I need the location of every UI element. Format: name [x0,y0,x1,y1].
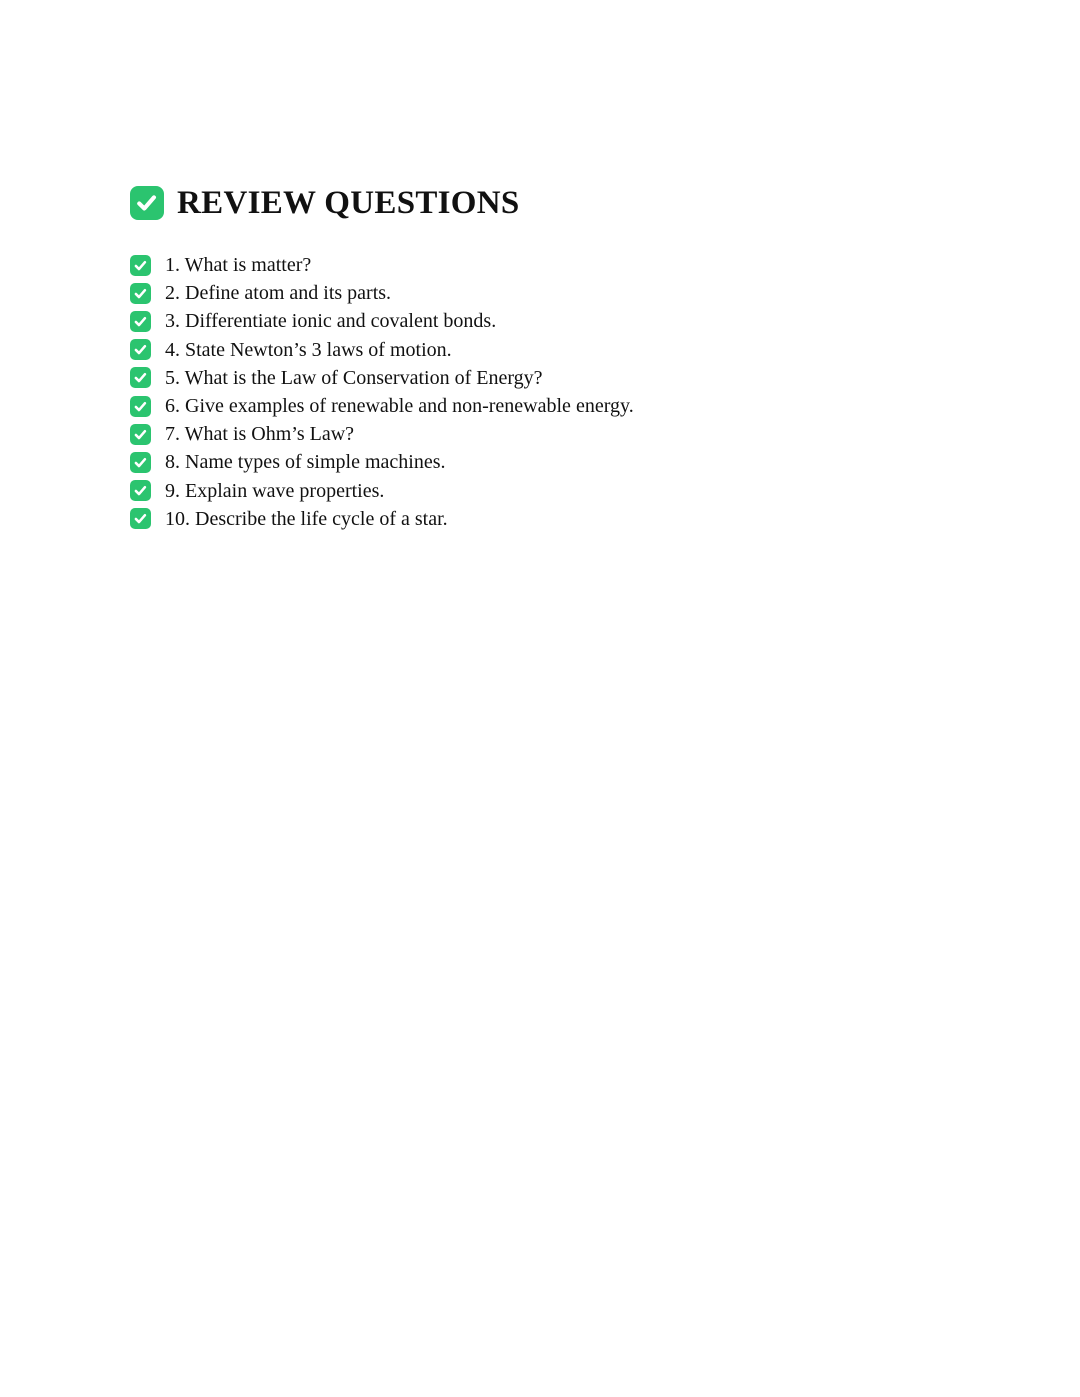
list-item [130,420,950,448]
question-text: 2. Define atom and its parts. [165,282,392,305]
question-text: 10. Describe the life cycle of a star. [165,507,448,530]
question-text: 8. Name types of simple machines. [165,451,446,474]
question-text: 3. Differentiate ionic and covalent bonds. [165,310,497,333]
list-item [130,336,950,364]
checkbox-checked-icon [130,255,151,276]
question-text: 6. Give examples of renewable and non-renewable energy. [165,395,634,418]
question-text: 1. What is matter? [165,254,312,277]
list-item [130,392,950,420]
checkbox-checked-icon [130,339,151,360]
checkbox-checked-icon [130,283,151,304]
question-text: 9. Explain wave properties. [165,479,385,502]
list-item [130,505,950,533]
list-item [130,251,950,279]
list-item [130,477,950,505]
list-item [130,448,950,476]
question-text: 7. What is Ohm’s Law? [165,423,355,446]
checkbox-checked-icon [130,508,151,529]
page-header [130,186,950,220]
list-item [130,364,950,392]
checkbox-checked-icon [130,186,164,220]
question-text: 5. What is the Law of Conservation of Energy? [165,366,543,389]
list-item [130,279,950,307]
question-list [130,251,950,533]
checkbox-checked-icon [130,367,151,388]
checkbox-checked-icon [130,424,151,445]
page-title: REVIEW QUESTIONS [177,184,520,221]
list-item [130,307,950,335]
checkbox-checked-icon [130,452,151,473]
checkbox-checked-icon [130,311,151,332]
document-page [130,186,950,533]
checkbox-checked-icon [130,396,151,417]
checkbox-checked-icon [130,480,151,501]
question-text: 4. State Newton’s 3 laws of motion. [165,338,452,361]
